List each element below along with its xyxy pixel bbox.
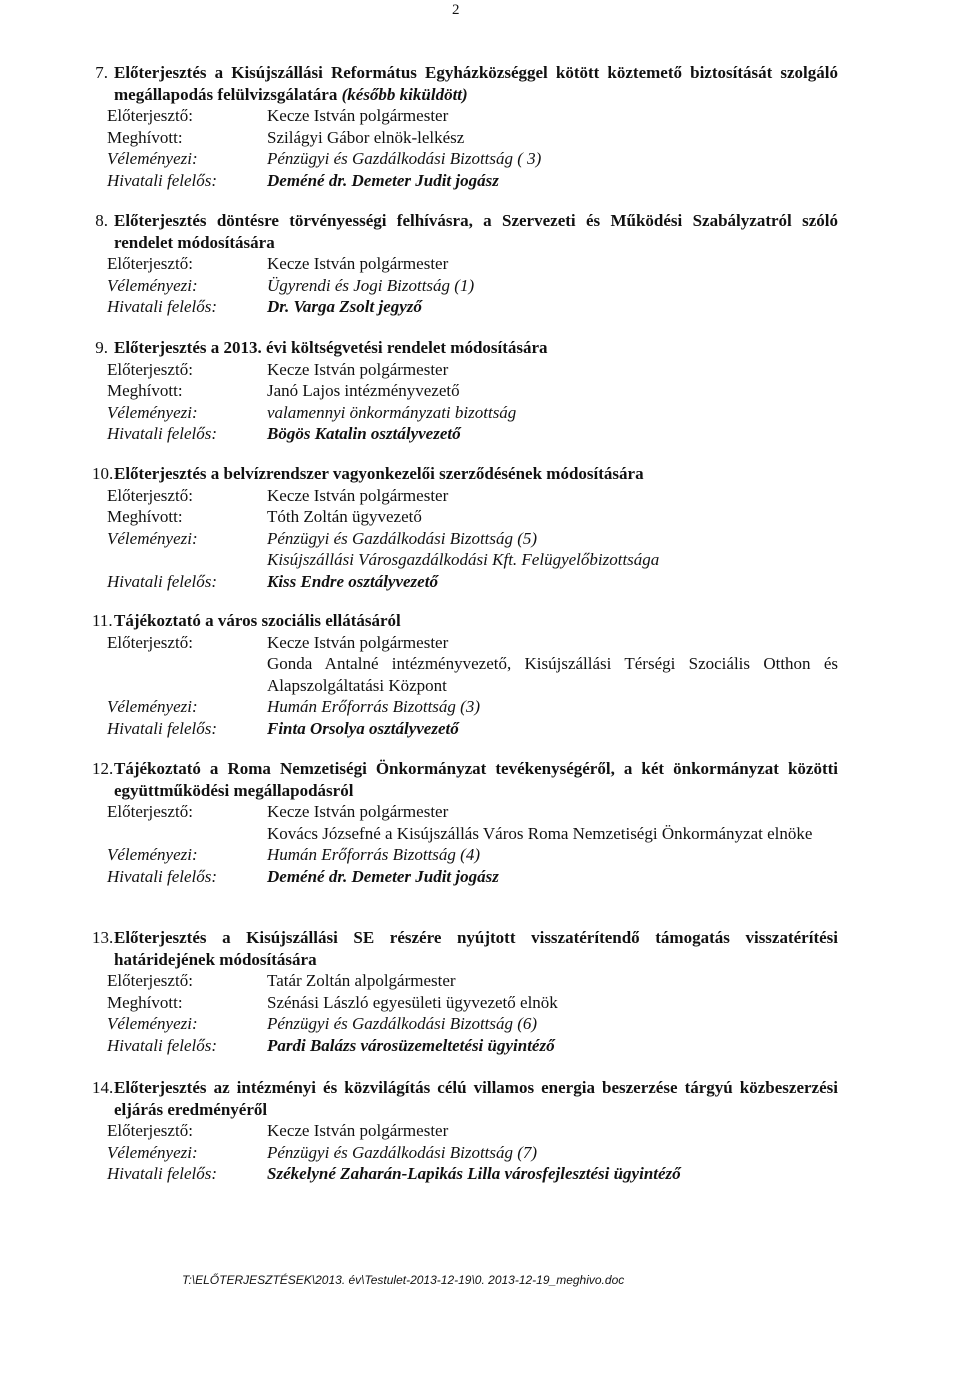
row-value: valamennyi önkormányzati bizottság xyxy=(267,402,517,422)
row-label: Előterjesztő: xyxy=(107,485,193,505)
row-value: Deméné dr. Demeter Judit jogász xyxy=(267,170,499,190)
row-value: Humán Erőforrás Bizottság (3) xyxy=(267,697,480,716)
row-value: Pénzügyi és Gazdálkodási Bizottság (7) xyxy=(267,1142,538,1162)
item-heading: Tájékoztató a város szociális ellátásáról xyxy=(114,611,401,630)
row-value: Kecze István polgármester xyxy=(267,632,449,652)
row-label: Hivatali felelős: xyxy=(107,571,218,591)
row-value: Pénzügyi és Gazdálkodási Bizottság ( 3) xyxy=(267,149,542,168)
row-value: Kecze István polgármester xyxy=(267,254,449,273)
row-value: Gonda Antalné intézményvezető, Kisújszállási Térségi Szociális Otthon és Alapszolgáltatási Központ xyxy=(267,654,838,695)
presenter-row xyxy=(107,970,838,992)
item-number: 10. xyxy=(92,464,114,483)
row-label: Hivatali felelős: xyxy=(107,1164,218,1183)
row-label: Előterjesztő: xyxy=(107,802,193,821)
responsible-row xyxy=(107,718,838,740)
row-label xyxy=(107,653,267,696)
agenda-item-11 xyxy=(92,610,838,739)
row-value: Finta Orsolya osztályvezető xyxy=(267,718,459,738)
item-heading: Előterjesztés az intézményi és közvilágítás célú villamos energia beszerzése tárgyú közbeszerzési eljárás eredményéről xyxy=(114,1078,838,1119)
row-value: Bögös Katalin osztályvezető xyxy=(267,424,461,443)
invited-row xyxy=(107,127,838,149)
invited-row xyxy=(107,992,838,1014)
row-label: Véleményezi: xyxy=(107,275,198,295)
row-label: Hivatali felelős: xyxy=(107,424,218,443)
row-value: Szénási László egyesületi ügyvezető elnök xyxy=(267,992,558,1012)
row-label: Előterjesztő: xyxy=(107,632,193,652)
item-number: 13. xyxy=(92,928,114,947)
row-label: Meghívott: xyxy=(107,992,183,1012)
item-heading: Előterjesztés döntésre törvényességi felhívásra, a Szervezeti és Működési Szabályzatról szóló rendelet módosítására xyxy=(114,211,838,252)
row-value: Kecze István polgármester xyxy=(267,485,449,505)
agenda-item-10 xyxy=(92,463,838,592)
row-label: Hivatali felelős: xyxy=(107,866,218,886)
row-label: Hivatali felelős: xyxy=(107,718,218,738)
row-label: Előterjesztő: xyxy=(107,971,193,990)
reviewer-row xyxy=(107,1142,838,1164)
row-value: Kovács Józsefné a Kisújszállás Város Roma Nemzetiségi Önkormányzat elnöke xyxy=(267,823,813,843)
row-value: Kecze István polgármester xyxy=(267,106,449,125)
agenda-item-14 xyxy=(92,1077,838,1185)
row-label: Véleményezi: xyxy=(107,402,198,422)
reviewer-row xyxy=(107,1013,838,1035)
row-label: Véleményezi: xyxy=(107,1014,198,1033)
row-label: Előterjesztő: xyxy=(107,1121,193,1140)
reviewer-row xyxy=(107,402,838,424)
item-number: 7. xyxy=(95,63,108,82)
row-label: Hivatali felelős: xyxy=(107,297,218,316)
agenda-item-13 xyxy=(92,927,838,1056)
reviewer-row xyxy=(107,528,838,550)
footer-file-path: T:\ELŐTERJESZTÉSEK\2013. év\Testulet-2013-12-19\0. 2013-12-19_meghivo.doc xyxy=(182,1273,625,1287)
row-label: Meghívott: xyxy=(107,507,183,526)
responsible-row xyxy=(107,170,838,192)
row-label: Előterjesztő: xyxy=(107,106,193,125)
row-value: Kisújszállási Városgazdálkodási Kft. Felügyelőbizottsága xyxy=(267,550,660,569)
item-heading: Előterjesztés a belvízrendszer vagyonkezelői szerződésének módosítására xyxy=(114,464,644,483)
invited-row xyxy=(107,380,838,402)
item-heading-text: Előterjesztés a Kisújszállási Református Egyházközséggel kötött köztemető biztosítását szolgáló megállapodás felülvizsgálatára xyxy=(114,63,838,104)
presenter-row xyxy=(107,632,838,654)
row-value: Kecze István polgármester xyxy=(267,359,449,379)
invited-row xyxy=(107,506,838,528)
item-number: 9. xyxy=(95,338,108,357)
presenter-row xyxy=(107,105,838,127)
row-label: Meghívott: xyxy=(107,381,183,400)
responsible-row xyxy=(107,1163,838,1185)
reviewer-row xyxy=(107,844,838,866)
responsible-row xyxy=(107,1035,838,1057)
row-label xyxy=(107,549,267,571)
row-value: Kiss Endre osztályvezető xyxy=(267,571,438,591)
item-heading-note: (később kiküldött) xyxy=(341,84,468,104)
row-label: Előterjesztő: xyxy=(107,359,193,379)
row-value: Szilágyi Gábor elnök-lelkész xyxy=(267,127,465,147)
presenter-row xyxy=(107,1120,838,1142)
row-label: Véleményezi: xyxy=(107,1142,198,1162)
row-label: Hivatali felelős: xyxy=(107,1035,218,1055)
reviewer-row xyxy=(107,275,838,297)
row-value: Dr. Varga Zsolt jegyző xyxy=(267,297,422,316)
presenter-row xyxy=(107,253,838,275)
item-number: 14. xyxy=(92,1078,114,1097)
row-value: Tatár Zoltán alpolgármester xyxy=(267,971,456,990)
row-label: Véleményezi: xyxy=(107,149,198,168)
item-heading: Előterjesztés a Kisújszállási SE részére nyújtott visszatérítendő támogatás visszatérítési határidejének módosítására xyxy=(114,928,838,969)
reviewer-row xyxy=(107,148,838,170)
responsible-row xyxy=(107,296,838,318)
presenter-row xyxy=(107,359,838,381)
responsible-row xyxy=(107,866,838,888)
row-value: Deméné dr. Demeter Judit jogász xyxy=(267,866,499,886)
agenda-item-7 xyxy=(92,62,838,191)
presenter-row-extra xyxy=(107,653,838,696)
agenda-item-9 xyxy=(92,337,838,445)
page-number: 2 xyxy=(452,2,460,18)
item-heading: Tájékoztató a Roma Nemzetiségi Önkormányzat tevékenységéről, a két önkormányzat közötti együttműködési megállapodásról xyxy=(114,759,838,800)
row-value: Janó Lajos intézményvezető xyxy=(267,381,460,400)
row-value: Pénzügyi és Gazdálkodási Bizottság (6) xyxy=(267,1014,538,1033)
item-heading: Előterjesztés a 2013. évi költségvetési rendelet módosítására xyxy=(114,338,548,357)
item-number: 12. xyxy=(92,759,114,778)
row-value: Székelyné Zaharán-Lapikás Lilla városfejlesztési ügyintéző xyxy=(267,1164,681,1183)
presenter-row xyxy=(107,485,838,507)
row-value: Humán Erőforrás Bizottság (4) xyxy=(267,845,480,864)
item-number: 8. xyxy=(95,211,108,230)
row-label: Meghívott: xyxy=(107,127,183,147)
item-number: 11. xyxy=(92,611,113,630)
row-label: Hivatali felelős: xyxy=(107,170,218,190)
agenda-item-8 xyxy=(92,210,838,318)
reviewer-row xyxy=(107,696,838,718)
presenter-row-extra xyxy=(107,823,838,845)
row-label: Véleményezi: xyxy=(107,697,198,716)
agenda-item-12 xyxy=(92,758,838,887)
presenter-row xyxy=(107,801,838,823)
reviewer-row-extra xyxy=(107,549,838,571)
responsible-row xyxy=(107,571,838,593)
row-value: Pardi Balázs városüzemeltetési ügyintéző xyxy=(267,1035,555,1055)
row-label: Előterjesztő: xyxy=(107,254,193,273)
row-value: Kecze István polgármester xyxy=(267,802,449,821)
row-value: Tóth Zoltán ügyvezető xyxy=(267,507,422,526)
row-label: Véleményezi: xyxy=(107,845,198,864)
row-value: Pénzügyi és Gazdálkodási Bizottság (5) xyxy=(267,528,538,548)
responsible-row xyxy=(107,423,838,445)
row-label xyxy=(107,823,267,845)
row-label: Véleményezi: xyxy=(107,528,198,548)
row-value: Kecze István polgármester xyxy=(267,1121,449,1140)
item-heading xyxy=(114,62,838,105)
row-value: Ügyrendi és Jogi Bizottság (1) xyxy=(267,275,475,295)
